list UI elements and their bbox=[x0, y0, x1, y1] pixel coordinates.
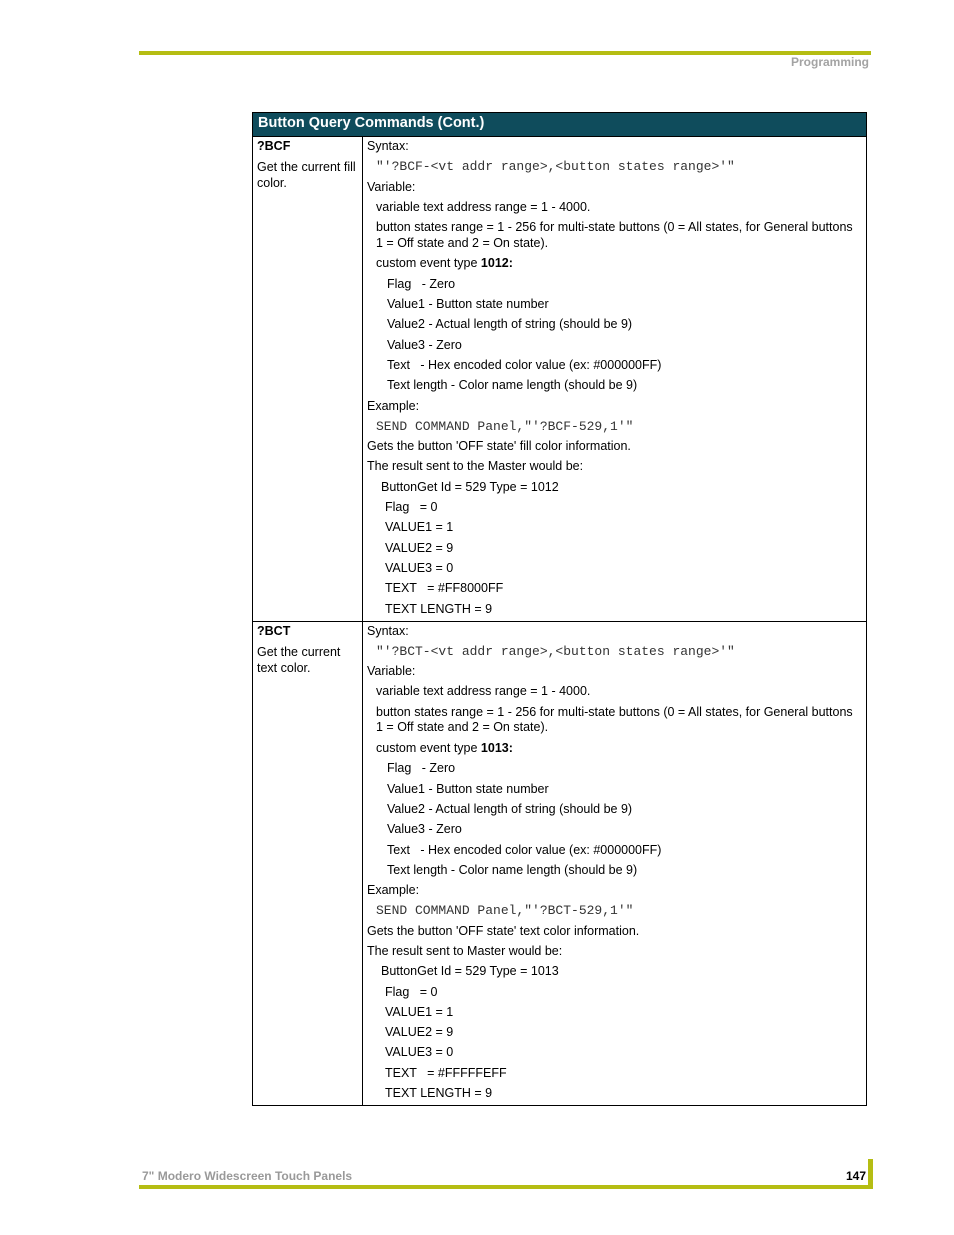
example-description: Gets the button 'OFF state' text color information. bbox=[367, 923, 640, 938]
event-field: Text - Hex encoded color value (ex: #000000FF) bbox=[387, 842, 662, 857]
example-description: Gets the button 'OFF state' fill color information. bbox=[367, 439, 631, 454]
event-field: Value2 - Actual length of string (should be 9) bbox=[387, 801, 633, 816]
table-title: Button Query Commands (Cont.) bbox=[253, 113, 866, 137]
event-type: 1012: bbox=[480, 256, 513, 271]
command-description: Get the current text color. bbox=[257, 644, 341, 675]
bottom-rule bbox=[139, 1185, 871, 1189]
event-field: Value1 - Button state number bbox=[387, 297, 549, 312]
command-row-bcf bbox=[253, 137, 866, 621]
event-field: Value3 - Zero bbox=[387, 337, 462, 352]
top-rule bbox=[139, 51, 871, 55]
result-line: TEXT LENGTH = 9 bbox=[385, 601, 493, 616]
event-field: Value2 - Actual length of string (should be 9) bbox=[387, 317, 633, 332]
variable-address-range: variable text address range = 1 - 4000. bbox=[376, 199, 591, 214]
command-row-bct bbox=[253, 621, 866, 1106]
result-label: The result sent to Master would be: bbox=[367, 943, 563, 958]
result-header: ButtonGet Id = 529 Type = 1012 bbox=[381, 479, 559, 494]
command-details-cell bbox=[363, 622, 866, 1106]
event-field: Flag - Zero bbox=[387, 761, 456, 776]
command-description: Get the current fill color. bbox=[257, 160, 356, 190]
variable-label: Variable: bbox=[367, 179, 416, 194]
variable-address-range: variable text address range = 1 - 4000. bbox=[376, 684, 591, 699]
event-field: Text length - Color name length (should be 9) bbox=[387, 862, 638, 877]
event-type: 1013: bbox=[480, 741, 513, 756]
command-name: ?BCF bbox=[257, 139, 291, 153]
result-line: VALUE1 = 1 bbox=[385, 1004, 454, 1019]
syntax-label: Syntax: bbox=[367, 139, 409, 153]
command-name: ?BCT bbox=[257, 623, 291, 638]
syntax-code: "'?BCF-<vt addr range>,<button states range>'" bbox=[376, 159, 735, 175]
result-line: VALUE3 = 0 bbox=[385, 1045, 454, 1060]
section-label: Programming bbox=[790, 55, 869, 69]
result-line: VALUE2 = 9 bbox=[385, 1025, 454, 1040]
result-line: VALUE1 = 1 bbox=[385, 520, 454, 535]
syntax-code: "'?BCT-<vt addr range>,<button states range>'" bbox=[376, 643, 735, 659]
example-code: SEND COMMAND Panel,"'?BCT-529,1'" bbox=[376, 903, 634, 919]
event-prefix: custom event type bbox=[376, 741, 481, 756]
result-line: TEXT = #FFFFFEFF bbox=[385, 1065, 507, 1080]
result-header: ButtonGet Id = 529 Type = 1013 bbox=[381, 964, 559, 979]
example-label: Example: bbox=[367, 398, 420, 413]
command-details-cell bbox=[363, 137, 866, 621]
button-query-commands-table bbox=[252, 112, 867, 1106]
result-label: The result sent to the Master would be: bbox=[367, 459, 584, 474]
event-prefix: custom event type bbox=[376, 256, 481, 271]
event-field: Value1 - Button state number bbox=[387, 781, 549, 796]
variable-states-range: button states range = 1 - 256 for multi-state buttons (0 = All states, for General buttons 1 = Off state and 2 = On state). bbox=[376, 220, 853, 250]
variable-states-range: button states range = 1 - 256 for multi-state buttons (0 = All states, for General buttons 1 = Off state and 2 = On state). bbox=[376, 704, 853, 735]
syntax-label: Syntax: bbox=[367, 623, 409, 638]
footer-title: 7" Modero Widescreen Touch Panels bbox=[142, 1169, 353, 1183]
event-field: Flag - Zero bbox=[387, 276, 456, 291]
page-number: 147 bbox=[846, 1169, 867, 1183]
example-label: Example: bbox=[367, 883, 420, 898]
custom-event-type bbox=[367, 741, 862, 756]
event-field: Text - Hex encoded color value (ex: #000000FF) bbox=[387, 357, 662, 372]
result-line: VALUE2 = 9 bbox=[385, 540, 454, 555]
result-line: TEXT LENGTH = 9 bbox=[385, 1086, 493, 1101]
variable-label: Variable: bbox=[367, 664, 416, 679]
result-line: Flag = 0 bbox=[385, 500, 438, 515]
custom-event-type bbox=[367, 256, 862, 271]
event-field: Text length - Color name length (should be 9) bbox=[387, 378, 638, 393]
example-code: SEND COMMAND Panel,"'?BCF-529,1'" bbox=[376, 418, 634, 434]
result-line: TEXT = #FF8000FF bbox=[385, 581, 504, 596]
command-name-cell bbox=[253, 622, 363, 1106]
result-line: Flag = 0 bbox=[385, 984, 438, 999]
event-field: Value3 - Zero bbox=[387, 822, 462, 837]
command-name-cell bbox=[253, 137, 363, 621]
result-line: VALUE3 = 0 bbox=[385, 560, 454, 575]
